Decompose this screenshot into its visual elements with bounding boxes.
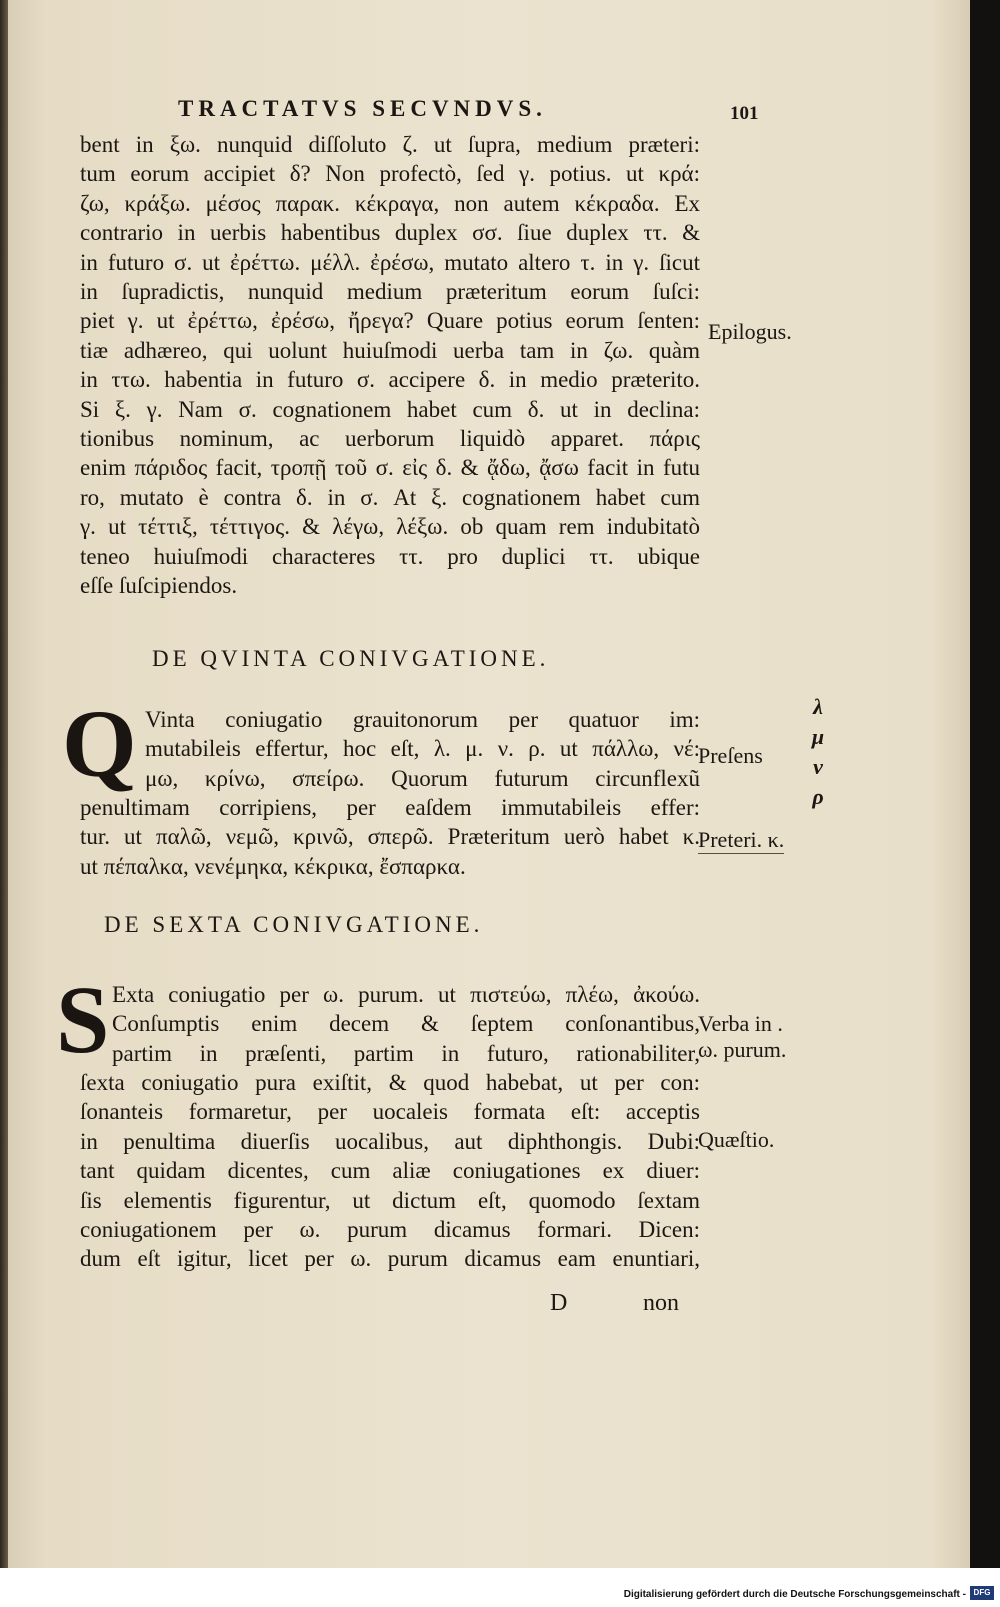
- text-line: in ſupradictis, nunquid medium præteritum eorum ſuſci:: [80, 279, 700, 305]
- text-line: Si ξ. γ. Nam σ. cognationem habet cum δ. ut in declina:: [80, 396, 700, 422]
- drop-cap-s: S: [56, 966, 110, 1073]
- text-line: coniugationem per ω. purum dicamus formari. Dicen:: [80, 1217, 700, 1243]
- text-line: μω, κρίνω, σπείρω. Quorum futurum circunflexũ: [145, 765, 700, 791]
- text-line: piet γ. ut ἐρέττω, ἐρέσω, ἤρεγα? Quare potius eorum ſenten:: [80, 308, 700, 334]
- text-block-sexta: [80, 1068, 700, 1274]
- footer-band: [0, 1568, 1000, 1607]
- margin-note-preteri: Preteri. κ.: [698, 827, 785, 852]
- margin-note-quaestio: Quæſtio.: [698, 1127, 775, 1152]
- text-line: tant quidam dicentes, cum aliæ coniugationes ex diuer:: [80, 1158, 700, 1184]
- text-line: dum eſt igitur, licet per ω. purum dicamus eam enuntiari,: [80, 1246, 700, 1272]
- text-line: ro, mutato è contra δ. in σ. At ξ. cognationem habet cum: [80, 484, 700, 510]
- text-block-quinta: [80, 793, 700, 881]
- margin-greek-letters: [808, 692, 828, 812]
- running-head: TRACTATVS SECVNDVS.: [178, 96, 547, 121]
- text-line: teneo huiuſmodi characteres ττ. pro duplici ττ. ubique: [80, 543, 700, 569]
- text-line: Exta coniugatio per ω. purum. ut πιστεύω, πλέω, ἀκούω.: [112, 982, 700, 1007]
- margin-greek-letter: ν: [813, 754, 823, 779]
- text-block-top: [80, 130, 700, 601]
- text-line: tur. ut παλῶ, νεμῶ, κρινῶ, σπερῶ. Præteritum uerò habet κ.: [80, 824, 700, 850]
- text-line: bent in ξω. nunquid diſſoluto ζ. ut ſupra, medium præteri:: [80, 132, 700, 157]
- book-page: [8, 0, 970, 1568]
- text-line: ſexta coniugatio pura exiſtit, & quod habebat, ut per con:: [80, 1070, 700, 1095]
- drop-cap-q: Q: [62, 690, 137, 797]
- text-line: tionibus nominum, ac uerborum liquidò apparet. πάρις: [80, 426, 700, 452]
- text-line: penultimam corripiens, per eaſdem immutabileis effer:: [80, 795, 700, 820]
- text-line: Conſumptis enim decem & ſeptem conſonantibus,: [112, 1011, 700, 1037]
- text-line: contrario in uerbis habentibus duplex σσ. ſiue duplex ττ. &: [80, 220, 700, 246]
- text-line: tum eorum accipiet δ? Non profectò, ſed γ. potius. ut κρά:: [80, 161, 700, 187]
- margin-note-verba-in: Verba in .: [698, 1011, 783, 1036]
- text-block-sexta-indent: [112, 980, 700, 1068]
- margin-greek-letter: λ: [813, 694, 823, 719]
- margin-note-omega-purum: ω. purum.: [698, 1037, 787, 1062]
- page-number: 101: [730, 103, 759, 124]
- text-line: enim πάριδος facit, τροπῇ τοῦ σ. εἰς δ. & ᾄδω, ᾄσω facit in futu: [80, 455, 700, 481]
- margin-note-presens: Preſens: [698, 743, 763, 768]
- text-line: eſſe ſuſcipiendos.: [80, 573, 238, 599]
- dfg-logo: DFG: [970, 1586, 994, 1600]
- section-heading-sexta: DE SEXTA CONIVGATIONE.: [104, 912, 484, 937]
- text-line: tiæ adhæreo, qui uolunt huiuſmodi uerba tam in ζω. quàm: [80, 337, 700, 363]
- text-line: ut πέπαλκα, νενέμηκα, κέκρικα, ἔσπαρκα.: [80, 853, 466, 879]
- text-line: γ. ut τέττιξ, τέττιγος. & λέγω, λέξω. ob quam rem indubitatò: [80, 514, 700, 540]
- text-line: ζω, κράξω. μέσος παρακ. κέκραγα, non autem κέκραδα. Ex: [80, 190, 700, 216]
- text-line: ſonanteis formaretur, per uocaleis formata eſt: acceptis: [80, 1099, 700, 1125]
- text-line: mutabileis effertur, hoc eſt, λ. μ. ν. ρ. ut πάλλω, νέ:: [145, 736, 700, 762]
- section-heading-quinta: DE QVINTA CONIVGATIONE.: [152, 646, 550, 671]
- margin-greek-letter: μ: [811, 724, 825, 749]
- text-line: in penultima diuerſis uocalibus, aut diphthongis. Dubi:: [80, 1128, 700, 1154]
- scan-edge: [0, 0, 8, 1568]
- text-line: Vinta coniugatio grauitonorum per quatuor im:: [145, 707, 700, 732]
- signature-mark: D: [550, 1290, 568, 1316]
- margin-greek-letter: ρ: [812, 784, 824, 809]
- scan-edge-right: [970, 0, 1000, 1568]
- text-line: in ττω. habentia in futuro σ. accipere δ. in medio præterito.: [80, 367, 700, 393]
- margin-note-epilogus: Epilogus.: [708, 319, 792, 344]
- text-line: in futuro σ. ut ἐρέττω. μέλλ. ἐρέσω, mutato altero τ. in γ. ſicut: [80, 249, 700, 275]
- text-line: ſis elementis figurentur, ut dictum eſt, quomodo ſextam: [80, 1187, 700, 1213]
- footer-credit: Digitalisierung gefördert durch die Deutsche Forschungsgemeinschaft -: [623, 1589, 966, 1600]
- text-line: partim in præſenti, partim in futuro, rationabiliter,: [112, 1040, 700, 1066]
- catchword: non: [643, 1290, 679, 1316]
- text-block-quinta-indent: [145, 705, 700, 793]
